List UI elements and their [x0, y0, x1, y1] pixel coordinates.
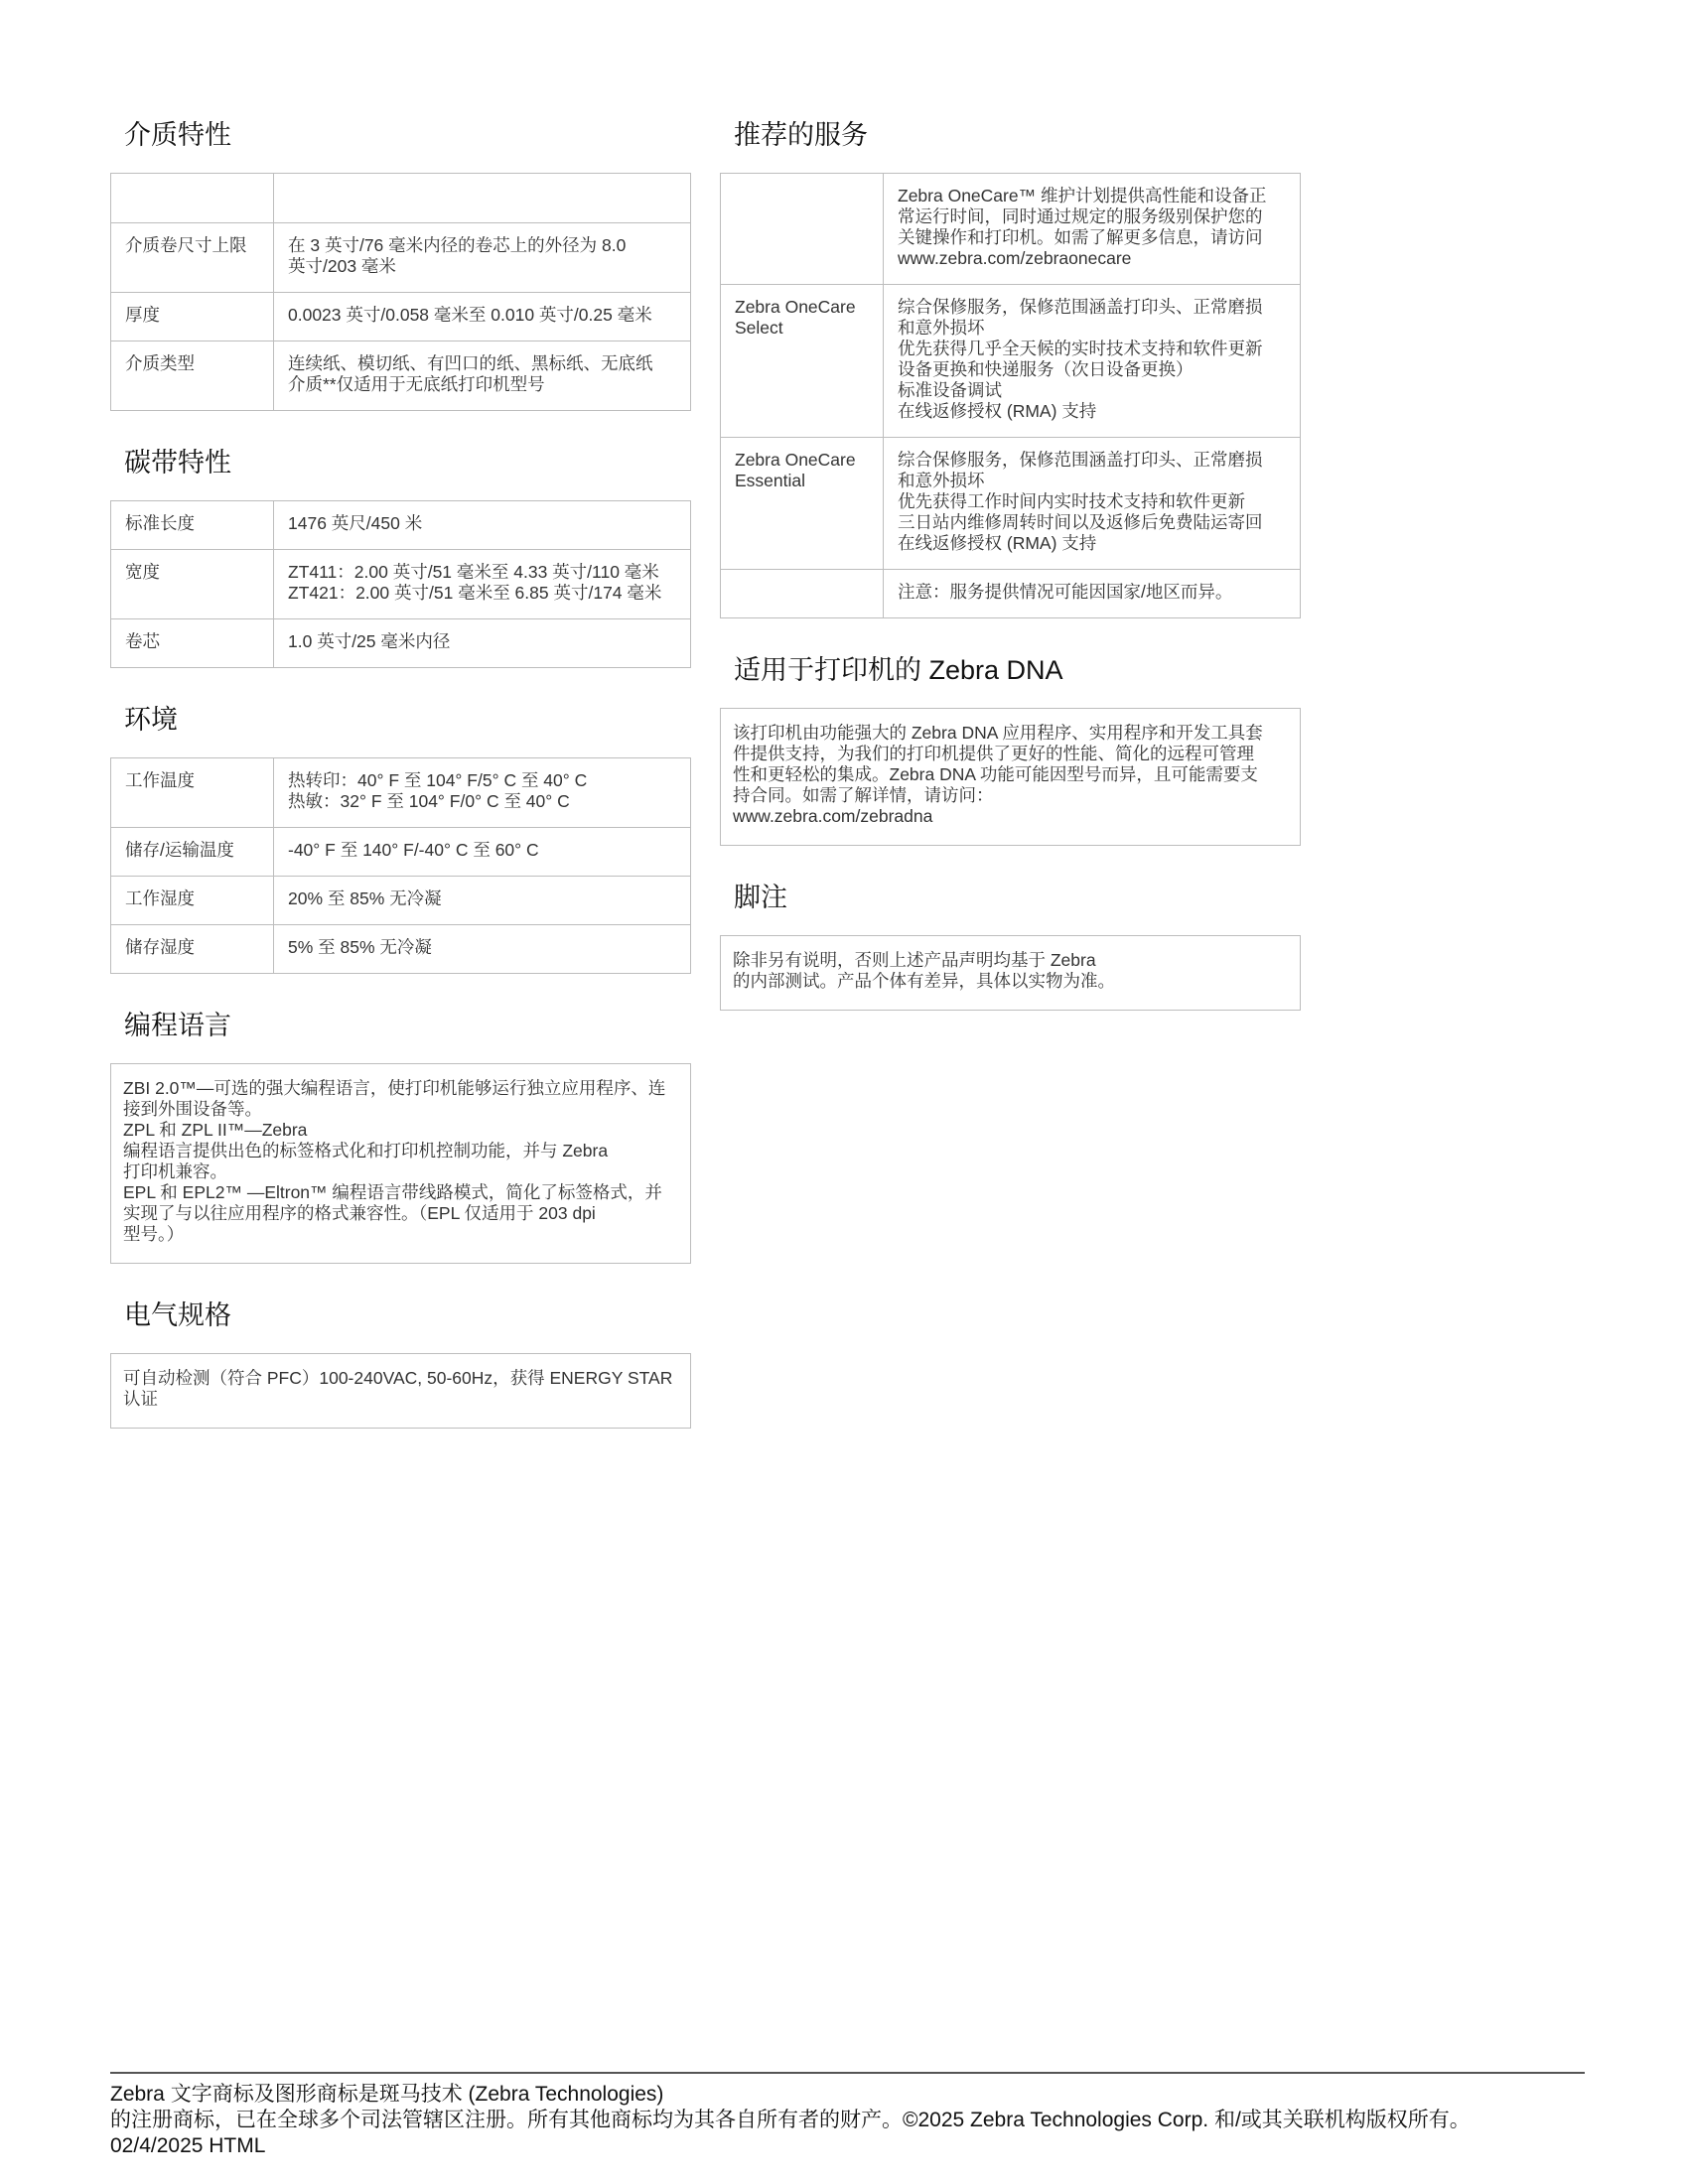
spec-key: 介质类型: [111, 341, 274, 411]
table-row: [111, 293, 691, 341]
table-row: [111, 619, 691, 668]
service-key: Zebra OneCare Essential: [721, 438, 884, 570]
table-row: [721, 174, 1301, 285]
service-key: [721, 174, 884, 285]
spec-value: 连续纸、模切纸、有凹口的纸、黑标纸、无底纸 介质**仅适用于无底纸打印机型号: [274, 341, 691, 411]
electrical-section: [110, 1297, 691, 1429]
spec-value: ZT411：2.00 英寸/51 毫米至 4.33 英寸/110 毫米 ZT421：2.00 英寸/51 毫米至 6.85 英寸/174 毫米: [274, 550, 691, 619]
programming-section: [110, 1008, 691, 1264]
ribbon-table: [110, 500, 691, 668]
spec-value: 0.0023 英寸/0.058 毫米至 0.010 英寸/0.25 毫米: [274, 293, 691, 341]
spec-value: 热转印：40° F 至 104° F/5° C 至 40° C 热敏：32° F 至 104° F/0° C 至 40° C: [274, 758, 691, 828]
footnote-section: [720, 880, 1301, 1011]
spec-key: 储存湿度: [111, 925, 274, 974]
spec-key: 介质卷尺寸上限: [111, 223, 274, 293]
table-row: [111, 828, 691, 877]
programming-title: 编程语言: [124, 1011, 231, 1040]
spec-value: 在 3 英寸/76 毫米内径的卷芯上的外径为 8.0 英寸/203 毫米: [274, 223, 691, 293]
service-value: 注意：服务提供情况可能因国家/地区而异。: [884, 570, 1301, 618]
table-row: [721, 438, 1301, 570]
table-row: [111, 550, 691, 619]
spec-value: [274, 174, 691, 223]
programming-text: ZBI 2.0™—可选的强大编程语言，使打印机能够运行独立应用程序、连 接到外围设备等。 ZPL 和 ZPL II™—Zebra 编程语言提供出色的标签格式化和打印机控制功能，并与 Zebra 打印机兼容。 EPL 和 EPL2™ —Eltron™ 编程语言带线路模式，简化了标签格式，并 实现了与以往应用程序的格式兼容性。（EPL 仅适用于 203 dpi 型号。）: [110, 1063, 691, 1264]
media-table: [110, 173, 691, 411]
media-title: 介质特性: [124, 120, 231, 150]
services-table: [720, 173, 1301, 618]
spec-value: 1476 英尺/450 米: [274, 501, 691, 550]
media-section: [110, 117, 691, 411]
table-row: [111, 341, 691, 411]
services-title: 推荐的服务: [734, 120, 868, 150]
spec-key: 储存/运输温度: [111, 828, 274, 877]
spec-key: [111, 174, 274, 223]
spec-key: 厚度: [111, 293, 274, 341]
service-value: Zebra OneCare™ 维护计划提供高性能和设备正 常运行时间，同时通过规定的服务级别保护您的 关键操作和打印机。如需了解更多信息，请访问 www.zebra.com/zebraonecare: [884, 174, 1301, 285]
page-footer: Zebra 文字商标及图形商标是斑马技术 (Zebra Technologies) 的注册商标，已在全球多个司法管辖区注册。所有其他商标均为其各自所有者的财产。©2025 Zebra Technologies Corp. 和/或其关联机构版权所有。 02/4/2025 HTML: [110, 2072, 1585, 2159]
table-row: [111, 501, 691, 550]
spec-key: 宽度: [111, 550, 274, 619]
table-row: [111, 174, 691, 223]
footnote-text: 除非另有说明，否则上述产品声明均基于 Zebra 的内部测试。产品个体有差异，具体以实物为准。: [720, 935, 1301, 1011]
table-row: [111, 925, 691, 974]
dna-section: [720, 652, 1301, 846]
table-row: [111, 758, 691, 828]
environment-section: [110, 702, 691, 974]
spec-key: 标准长度: [111, 501, 274, 550]
left-column: [110, 117, 691, 1462]
electrical-text: 可自动检测（符合 PFC）100-240VAC, 50-60Hz，获得 ENERGY STAR 认证: [110, 1353, 691, 1429]
ribbon-section: [110, 445, 691, 668]
service-value: 综合保修服务，保修范围涵盖打印头、正常磨损 和意外损坏 优先获得几乎全天候的实时技术支持和软件更新 设备更换和快递服务（次日设备更换） 标准设备调试 在线返修授权 (RMA) 支持: [884, 285, 1301, 438]
table-row: [721, 285, 1301, 438]
table-row: [721, 570, 1301, 618]
right-column: [720, 117, 1301, 1044]
table-row: [111, 877, 691, 925]
service-key: [721, 570, 884, 618]
service-key: Zebra OneCare Select: [721, 285, 884, 438]
dna-title: 适用于打印机的 Zebra DNA: [734, 655, 1063, 685]
environment-title: 环境: [124, 705, 178, 735]
spec-value: 5% 至 85% 无冷凝: [274, 925, 691, 974]
ribbon-title: 碳带特性: [124, 448, 231, 478]
environment-table: [110, 757, 691, 974]
service-value: 综合保修服务，保修范围涵盖打印头、正常磨损 和意外损坏 优先获得工作时间内实时技术支持和软件更新 三日站内维修周转时间以及返修后免费陆运寄回 在线返修授权 (RMA) 支持: [884, 438, 1301, 570]
spec-value: -40° F 至 140° F/-40° C 至 60° C: [274, 828, 691, 877]
dna-text: 该打印机由功能强大的 Zebra DNA 应用程序、实用程序和开发工具套 件提供支持，为我们的打印机提供了更好的性能、简化的远程可管理 性和更轻松的集成。Zebra DNA 功能可能因型号而异，且可能需要支 持合同。如需了解详情，请访问： www.zebra.com/zebradna: [720, 708, 1301, 846]
spec-key: 卷芯: [111, 619, 274, 668]
table-row: [111, 223, 691, 293]
spec-value: 20% 至 85% 无冷凝: [274, 877, 691, 925]
spec-key: 工作温度: [111, 758, 274, 828]
services-section: [720, 117, 1301, 618]
footnote-title: 脚注: [734, 883, 787, 912]
spec-key: 工作湿度: [111, 877, 274, 925]
electrical-title: 电气规格: [124, 1300, 231, 1330]
spec-value: 1.0 英寸/25 毫米内径: [274, 619, 691, 668]
